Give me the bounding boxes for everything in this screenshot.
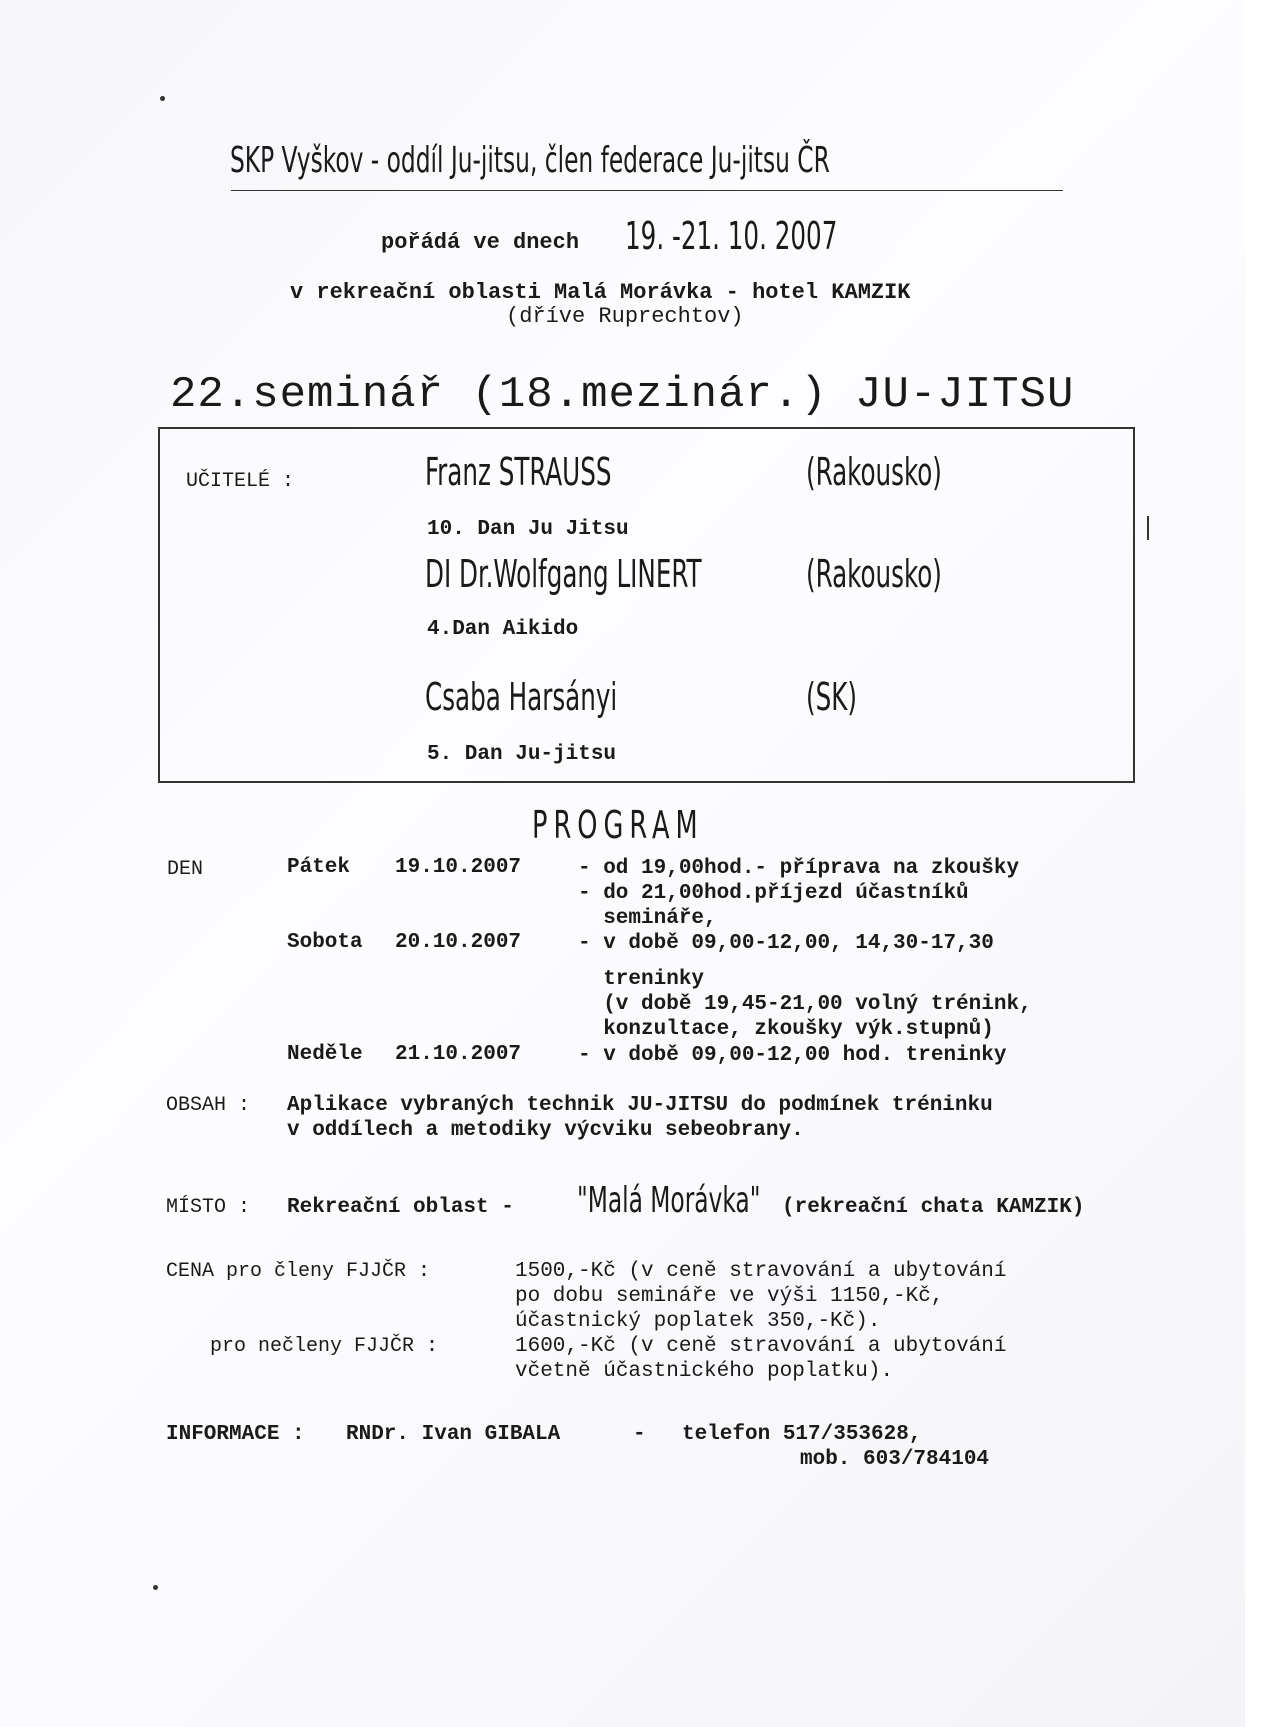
teacher-country: (Rakousko)	[806, 552, 942, 596]
obsah-line-2: v oddílech a metodiky výcviku sebeobrany.	[287, 1119, 804, 1142]
scan-speck	[153, 1585, 158, 1590]
program-line: (v době 19,45-21,00 volný trénink,	[578, 993, 1032, 1016]
program-line: semináře,	[578, 907, 717, 930]
informace-phone: telefon 517/353628,	[682, 1423, 922, 1446]
cena-members-label: CENA pro členy FJJČR :	[166, 1260, 431, 1283]
misto-note: (rekreační chata KAMZIK)	[782, 1196, 1085, 1219]
header-title: SKP Vyškov - oddíl Ju-jitsu, člen federace Ju-jitsu ČR	[230, 140, 830, 181]
seminar-title: 22.seminář (18.mezinár.) JU-JITSU	[170, 370, 1075, 420]
teacher-name: Franz STRAUSS	[425, 450, 612, 494]
teacher-name: DI Dr.Wolfgang LINERT	[425, 552, 702, 596]
teachers-box	[158, 427, 1135, 783]
program-line: - do 21,00hod.příjezd účastníků	[578, 882, 969, 905]
location-line-2: (dříve Ruprechtov)	[506, 304, 744, 329]
misto-place: "Malá Morávka"	[577, 1180, 761, 1221]
teachers-label: UČITELÉ :	[186, 470, 295, 493]
cena-members-line: účastnický poplatek 350,-Kč).	[515, 1310, 881, 1333]
program-title: PROGRAM	[532, 803, 704, 847]
program-line: - v době 09,00-12,00 hod. treninky	[578, 1044, 1007, 1067]
header-rule	[231, 190, 1063, 191]
dates-value: 19. -21. 10. 2007	[625, 214, 838, 258]
program-line: - v době 09,00-12,00, 14,30-17,30	[578, 932, 994, 955]
cena-members-line: po dobu semináře ve výši 1150,-Kč,	[515, 1285, 944, 1308]
cena-members-line: 1500,-Kč (v ceně stravování a ubytování	[515, 1260, 1007, 1283]
program-date: 19.10.2007	[395, 856, 522, 879]
scan-mark	[1147, 516, 1149, 540]
teacher-name: Csaba Harsányi	[425, 675, 618, 719]
program-den-label: DEN	[167, 858, 204, 881]
obsah-label: OBSAH :	[166, 1094, 251, 1117]
cena-nonmembers-line: včetně účastnického poplatku).	[515, 1360, 894, 1383]
misto-text: Rekreační oblast -	[287, 1196, 514, 1219]
page-edge	[1245, 0, 1275, 1727]
teacher-country: (Rakousko)	[806, 450, 942, 494]
program-date: 21.10.2007	[395, 1043, 522, 1066]
dates-label: pořádá ve dnech	[381, 230, 580, 255]
program-day: Sobota	[287, 931, 363, 954]
informace-dash: -	[633, 1423, 646, 1446]
informace-mobile: mob. 603/784104	[800, 1448, 990, 1471]
program-date: 20.10.2007	[395, 931, 522, 954]
cena-nonmembers-line: 1600,-Kč (v ceně stravování a ubytování	[515, 1335, 1007, 1358]
program-day: Neděle	[287, 1043, 363, 1066]
teacher-rank: 10. Dan Ju Jitsu	[427, 518, 629, 541]
scan-speck	[160, 96, 165, 101]
cena-nonmembers-label: pro nečleny FJJČR :	[210, 1335, 439, 1358]
obsah-line-1: Aplikace vybraných technik JU-JITSU do podmínek tréninku	[287, 1094, 993, 1117]
program-line: treninky	[578, 968, 705, 991]
program-day: Pátek	[287, 856, 351, 879]
teacher-rank: 5. Dan Ju-jitsu	[427, 743, 617, 766]
program-line: konzultace, zkoušky výk.stupnů)	[578, 1018, 994, 1041]
teacher-country: (SK)	[806, 675, 857, 719]
informace-person: RNDr. Ivan GIBALA	[346, 1423, 561, 1446]
misto-label: MÍSTO :	[166, 1196, 251, 1219]
teacher-rank: 4.Dan Aikido	[427, 618, 579, 641]
location-line-1: v rekreační oblasti Malá Morávka - hotel KAMZIK	[290, 280, 911, 305]
program-line: - od 19,00hod.- příprava na zkoušky	[578, 857, 1020, 880]
informace-label: INFORMACE :	[166, 1423, 305, 1446]
